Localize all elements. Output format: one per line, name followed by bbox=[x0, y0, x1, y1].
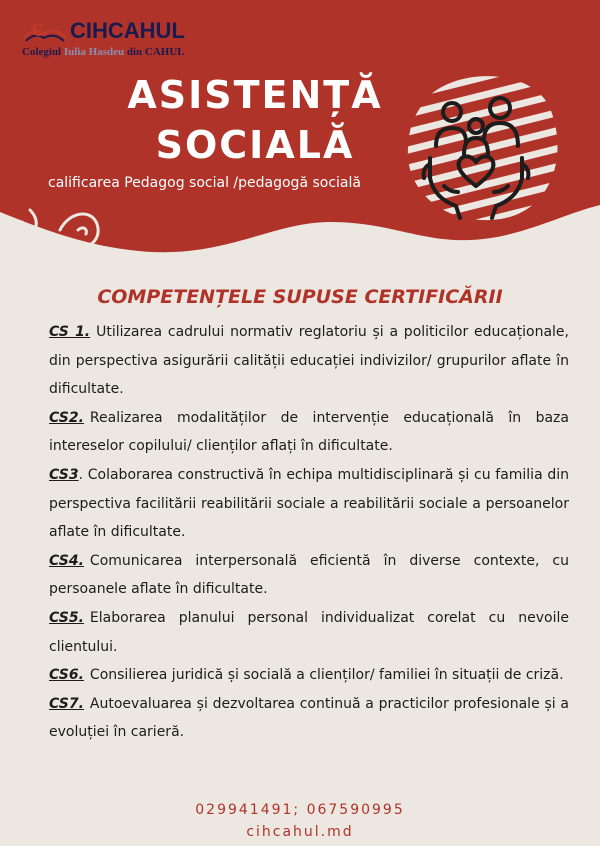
competence-code: CS5. bbox=[49, 609, 84, 626]
qualification-text: calificarea Pedagog social /pedagogă socială bbox=[48, 175, 361, 191]
competence-code: CS7. bbox=[49, 695, 84, 712]
title-line-1: ASISTENȚĂ bbox=[127, 73, 383, 117]
page-title bbox=[110, 70, 400, 170]
abstract-leaf-ornament-icon bbox=[0, 200, 110, 295]
competence-code: CS 1. bbox=[49, 324, 91, 340]
competence-item-cs2 bbox=[49, 404, 569, 461]
competence-item-cs7 bbox=[49, 690, 569, 747]
logo-subtitle bbox=[22, 46, 185, 58]
logo-subtitle-part1: Colegiul bbox=[22, 46, 64, 58]
logo-name: CIHCAHUL bbox=[70, 18, 185, 43]
family-care-hands-icon bbox=[400, 68, 560, 228]
competence-code: CS3 bbox=[49, 466, 79, 483]
competence-item-cs6 bbox=[49, 661, 569, 690]
competence-text: Utilizarea cadrului normativ reglatoriu și a politicilor educaționale, din perspectiva asigurării calității educației indivizilor/ grupurilor aflate în dificultate. bbox=[49, 324, 569, 398]
contact-info bbox=[0, 799, 600, 843]
svg-text:C: C bbox=[32, 20, 45, 40]
competence-text: Comunicarea interpersonală eficientă în diverse contexte, cu persoanele aflate în dificultate. bbox=[49, 552, 569, 598]
competence-code: CS6. bbox=[49, 667, 84, 684]
contact-phones: 029941491; 067590995 bbox=[195, 802, 405, 818]
section-title: COMPETENȚELE SUPUSE CERTIFICĂRII bbox=[97, 286, 503, 308]
competence-item-cs3 bbox=[49, 461, 569, 547]
competence-text: Consilierea juridică și socială a clienților/ familiei în situații de criză. bbox=[89, 667, 564, 684]
competence-text: Autoevaluarea și dezvoltarea continuă a practicilor profesionale și a evoluției în carieră. bbox=[49, 695, 569, 741]
competences-list bbox=[49, 318, 569, 747]
competence-item-cs1 bbox=[49, 318, 569, 404]
competence-code: CS2. bbox=[49, 409, 84, 426]
book-logo-icon bbox=[22, 20, 68, 42]
college-logo bbox=[22, 18, 185, 60]
logo-subtitle-part2: Iulia Hasdeu bbox=[63, 46, 125, 58]
logo-subtitle-part3: din CAHUL bbox=[124, 46, 185, 58]
competence-text: Realizarea modalităților de intervenție educațională în baza intereselor copilului/ clienților aflați în dificultate. bbox=[49, 409, 569, 455]
title-line-2: SOCIALĂ bbox=[155, 123, 355, 167]
competence-code: CS4. bbox=[49, 552, 84, 569]
competence-item-cs4 bbox=[49, 547, 569, 604]
competence-item-cs5 bbox=[49, 604, 569, 661]
contact-website[interactable]: cihcahul.md bbox=[246, 824, 354, 840]
competence-text: . Colaborarea constructivă în echipa multidisciplinară și cu familia din perspectiva facilitării reabilitării sociale a reabilitării sociale a persoanelor aflate în dificultate. bbox=[49, 466, 569, 541]
competence-text: Elaborarea planului personal individualizat corelat cu nevoile clientului. bbox=[49, 609, 569, 655]
